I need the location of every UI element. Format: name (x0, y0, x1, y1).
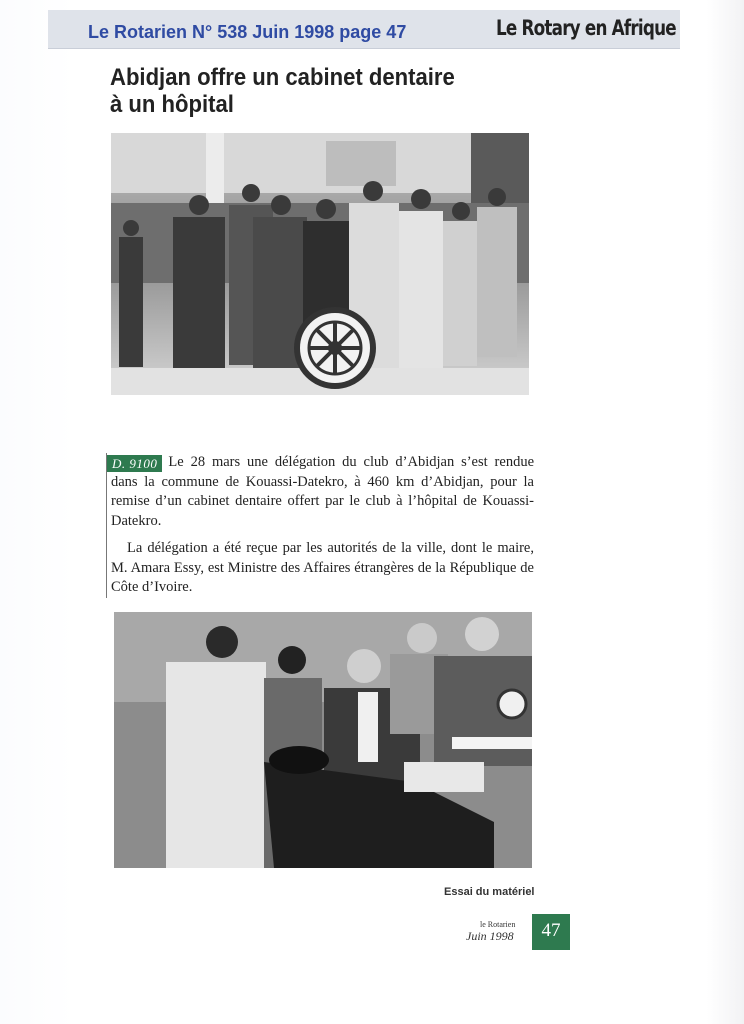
section-header: Le Rotary en Afrique (496, 16, 676, 40)
article-title (110, 64, 515, 118)
page-number: 47 (532, 914, 570, 950)
footer-date: Juin 1998 (466, 929, 514, 943)
group-photo (111, 133, 529, 395)
district-badge: D. 9100 (107, 455, 162, 472)
footer-publication: le Rotarien (480, 920, 516, 929)
article-body (106, 453, 534, 598)
issue-header: Le Rotarien N° 538 Juin 1998 page 47 (88, 22, 407, 42)
dental-chair-photo (114, 612, 532, 868)
article-title-line-1: Abidjan offre un cabinet dentaire (110, 64, 455, 91)
photo-caption: Essai du matériel (444, 886, 535, 898)
article-paragraph-1: Le 28 mars une délégation du club d’Abidjan s’est rendue dans la commune de Kouassi-Datekro, à 460 km d’Abidjan, pour la remise d’un cabinet dentaire offert par le club à l’hôpital de Kouassi-Datekro. (111, 454, 534, 529)
article-paragraph-2: La délégation a été reçue par les autorités de la ville, dont le maire, M. Amara Essy, est Ministre des Affaires étrangères de la République de Côte d’Ivoire. (111, 540, 534, 595)
article-title-line-2: à un hôpital (110, 91, 234, 118)
